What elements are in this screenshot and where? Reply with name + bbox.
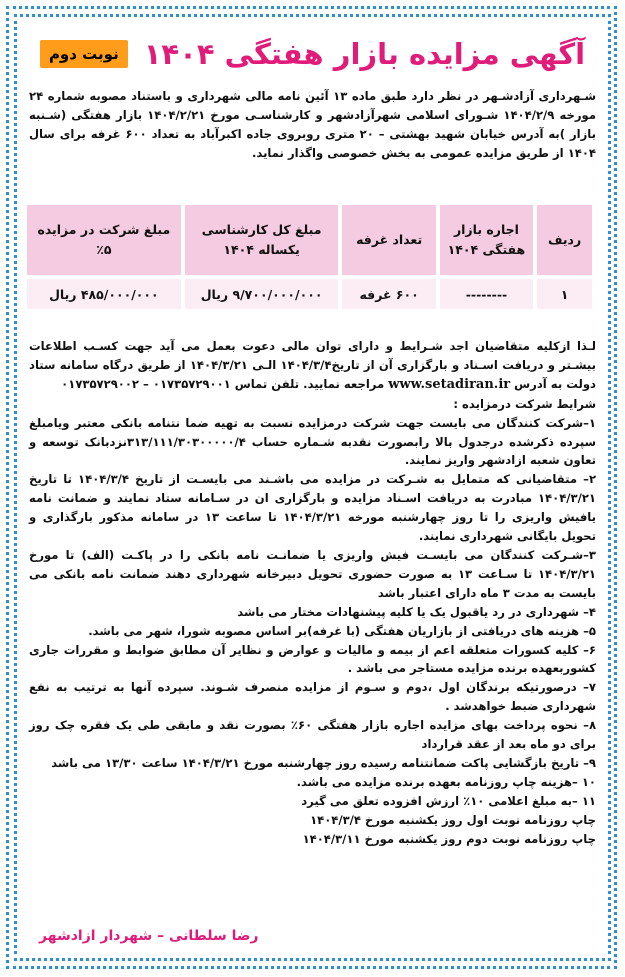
first-print-date: چاپ روزنامه نوبت اول روز یکشنبه مورخ ۱۴۰۴/۳/۴ [310,812,596,827]
intro-paragraph: شـهرداری آزادشـهر در نظر دارد طبق ماده ۱۳ آئین نامه مالی شهرداری و باستناد مصوبه شماره ۲۴ مورخه ۱۴۰۴/۲/۹ شـورای اسلامی شهرآزادشهر و کارشناسـی مورخ ۱۴۰۴/۲/۲۱ بازار هفتگی (شـنبه بازار )به آدرس خیابان شهید بهشتی – ۲۰ متری روبروی جاده اکبرآباد به تعداد ۶۰۰ غرفه برای سال ۱۴۰۴ از طریق مزایده عمومی به بخش خصوصی واگذار نماید. [29,89,597,160]
col-header-booth-count: تعداد غرفه [342,205,435,275]
cell-appraisal-total: ۹/۷۰۰/۰۰۰/۰۰۰ ریال [185,279,339,309]
condition-item-4: ۴– شهرداری در رد یاقبول یک یا کلیه پیشنهادات مختار می باشد [237,604,596,619]
condition-item-8: ۸– نحوه پرداخت بهای مزایده اجاره بازار هفتگی ۶۰٪ بصورت نقد و مابقی طی یک فقره چک روز برای دو ماه بعد از عقد قرارداد [29,718,597,752]
invitation-paragraph [29,337,596,395]
condition-item-7: ۷– درصورتیکه برندگان اول ،دوم و سـوم از مزایده منصرف شـوند. سپرده آنها به ترتیب به نفع شهرداری ضبط خواهدشد . [29,680,596,714]
condition-item-3: ۳–شـرکت کنندگان می بایسـت فیش واریزی یا ضمانـت نامه بانکی را در پاکـت (الف) تا مورخ ۱۴۰۴/۳/۲۱ تا سـاعت ۱۳ به صورت حضوری تحویل دبیرخانه شهرداری دهند ضمانت نامه بانکی می بایست به مدت ۳ ماه دارای اعتبار باشد [29,547,596,600]
cell-row-number: ۱ [537,279,592,309]
invitation-text-start: لـذا ازکلیه متقاضیان اجد شـرایط و دارای توان مالی دعوت بعمل می آید جهت کسـب اطلاعات بیشـتر و دریافت اسـناد و بارگزاری آن از تاریخ۱۴۰۴/۳/۴ الـی ۱۴۰۴/۳/۲۱ از طریق درگاه سامانه ستاد دولت به آدرس [29,339,597,391]
condition-item-2: ۲– متقاضیانی که متمایل به شـرکت در مزایده می باشـند می بایسـت از تاریخ ۱۴۰۴/۳/۴ تا تاریخ ۱۴۰۴/۳/۲۱ مبادرت به دریافت اسـناد مزایده و بارگزاری ان در سـامانه ستاد نمایند و ضمانت نامه یافیش واریزی را تا روز چهارشنبه مورخه ۱۴۰۴/۳/۲۱ تا ساعت ۱۳ در سامانه مذکور بارگذاری و تحویل بایگانی شهرداری نمایند. [29,472,597,544]
invitation-text-end: مراجعه نمایید. تلفن تماس ۰۱۷۳۵۷۲۹۰۰۱ – ۰۱۷۳۵۷۲۹۰۰۲ [61,376,385,391]
col-header-deposit: مبلغ شرکت در مزایده ۵٪ [27,205,181,275]
second-print-date: چاپ روزنامه نوبت دوم روز یکشنبه مورخ ۱۴۰۴/۳/۱۱ [302,831,596,846]
condition-item-1: ۱–شرکت کنندگان می بایست جهت شرکت درمزایده نسبت به تهیه ضما نتنامه بانکی معتبر ویامبلغ سپرده ذکرشده درجدول بالا رابصورت نقدبه شـماره حساب ۳۱۳/۱۱۱/۳۰۳۰۰۰۰۰/۴نزدبانک توسعه و تعاون شعبه ازادشهر واریز نمایند. [29,415,596,468]
condition-item-10: ۱۰ –هزینه چاپ روزنامه بعهده برنده مزایده می باشد. [296,774,596,789]
col-header-appraisal-total: مبلغ کل کارشناسی یکساله ۱۴۰۴ [185,205,339,275]
setad-url-link[interactable]: www.setadiran.ir [388,376,511,392]
condition-item-9: ۹– تاریخ بازگشایی پاکت ضمانتنامه رسیده روز چهارشنبه مورخ ۱۴۰۴/۳/۲۱ ساعت ۱۳/۳۰ می باشد [51,755,596,770]
table-header-row [27,205,592,275]
col-header-row-number: ردیف [537,205,592,275]
condition-item-6: ۶– کلیه کسورات متعلقه اعم از بیمه و مالیات و عوارض و نظایر آن مطابق ضوابط و مقررات جاری کشوربعهده برنده مزایده مستاجر می باشد . [29,642,596,676]
ad-title: آگهی مزایده بازار هفتگی ۱۴۰۴ [143,37,586,71]
mayor-signature: رضا سلطانی – شهردار ازادشهر [39,928,259,944]
condition-item-5: ۵– هزینه های دریافتی از بازاریان هفتگی (با غرفه)بر اساس مصوبه شورا، شهر می باشد. [88,623,596,638]
condition-item-11: ۱۱ –به مبلغ اعلامی ۱۰٪ ارزش افزوده تعلق می گیرد [301,793,596,808]
conditions-title: شرایط شرکت درمزایده : [453,396,596,411]
round-badge: نوبت دوم [40,40,128,68]
ad-frame [14,14,611,961]
table-row [27,279,592,309]
col-header-rent: اجاره بازار هفتگی ۱۴۰۴ [440,205,533,275]
cell-booth-count: ۶۰۰ غرفه [342,279,435,309]
ad-body [29,337,596,848]
cell-deposit: ۴۸۵/۰۰۰/۰۰۰ ریال [27,279,181,309]
cell-rent: -------- [440,279,533,309]
ad-header [27,27,598,81]
auction-table [23,201,596,313]
